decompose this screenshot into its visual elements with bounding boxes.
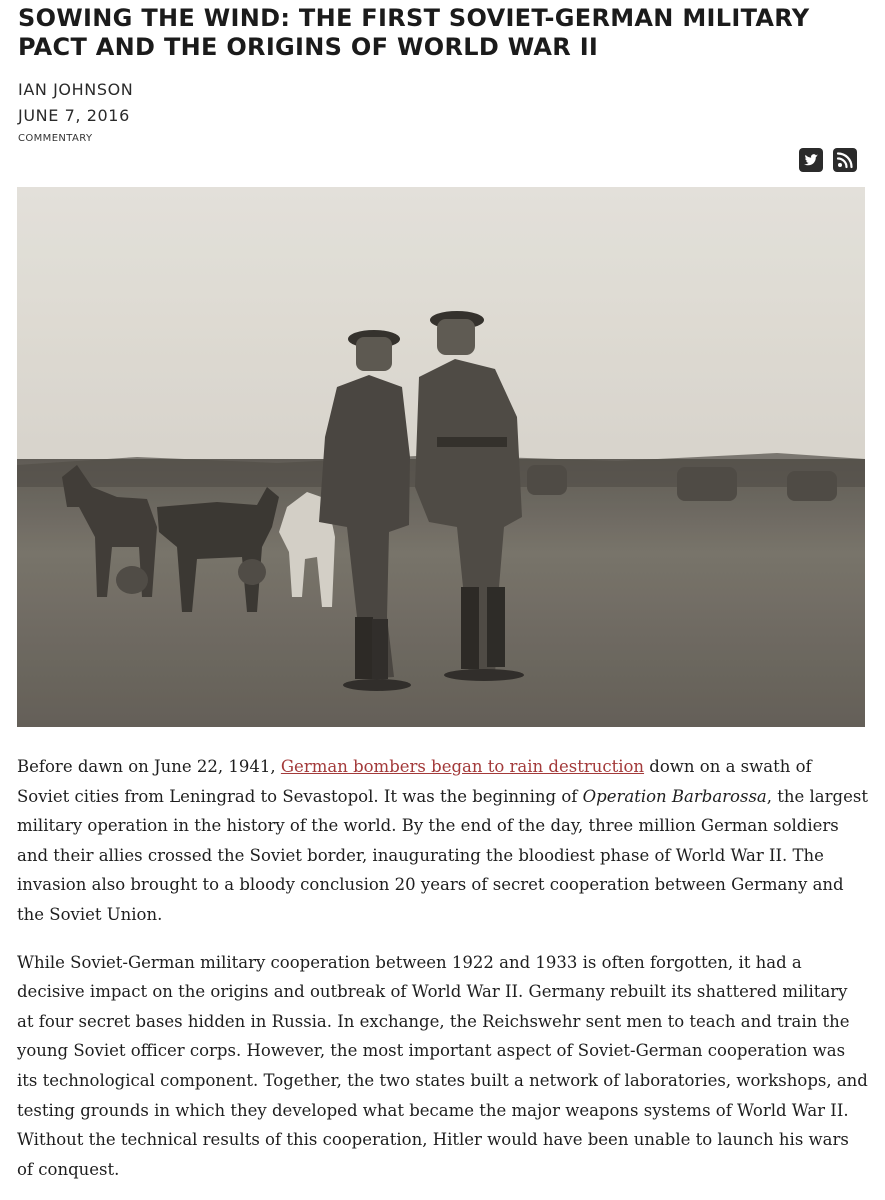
article-title: SOWING THE WIND: THE FIRST SOVIET-GERMAN MILITARY PACT AND THE ORIGINS OF WORLD WAR II [18, 4, 810, 61]
article-photo [17, 187, 865, 727]
rss-icon[interactable] [833, 148, 857, 172]
operation-barbarossa-emphasis: Operation Barbarossa [582, 786, 767, 806]
twitter-icon[interactable] [799, 148, 823, 172]
paragraph-2: While Soviet-German military cooperation between 1922 and 1933 is often forgotten, it had a decisive impact on the origins and outbreak of World War II. Germany rebuilt its shattered military at four secret bases hidden in Russia. In exchange, the Reichswehr sent men to teach and train the young Soviet officer corps. However, the most important aspect of Soviet-German cooperation was its technological component. Together, the two states built a network of laboratories, workshops, and testing grounds in which they developed what became the major weapons systems of World War II. Without the technical results of this cooperation, Hitler would have been unable to launch his wars of conquest. [17, 952, 868, 1179]
paragraph-1 [17, 752, 869, 930]
category-link[interactable]: COMMENTARY [18, 133, 93, 144]
german-bombers-link[interactable]: German bombers began to rain destruction [280, 757, 645, 776]
p1-text-start: Before dawn on June 22, 1941, [17, 757, 281, 776]
p1-text-middle: down on a swath of Soviet cities from Leningrad to Sevastopol. It was the beginning of [17, 757, 812, 806]
article-body [17, 752, 869, 1200]
publish-date: JUNE 7, 2016 [18, 106, 130, 125]
p1-text-end: , the largest military operation in the history of the world. By the end of the day, three million German soldiers and their allies crossed the Soviet border, inaugurating the bloodiest phase of World War II. The invasion also brought to a bloody conclusion 20 years of secret cooperation between Germany and the Soviet Union. [17, 786, 868, 924]
share-bar [799, 148, 857, 172]
author-link[interactable]: IAN JOHNSON [18, 80, 134, 99]
